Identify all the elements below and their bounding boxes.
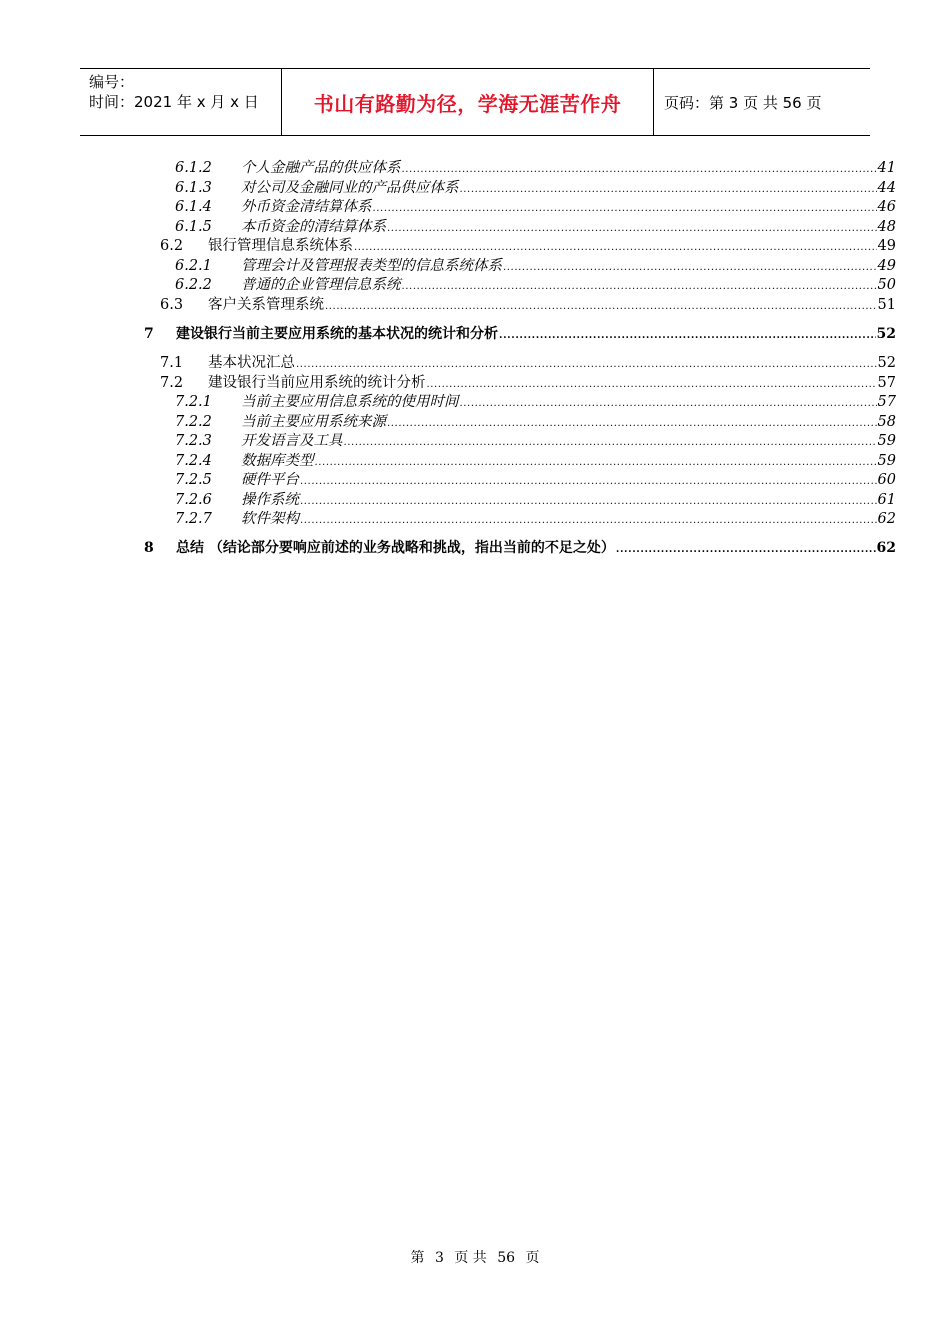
toc-entry-number: 7.2.5 xyxy=(175,472,212,488)
toc-entry-number: 7.2.1 xyxy=(175,394,212,410)
toc-dot-leader xyxy=(402,277,877,297)
toc-entry-page: 62 xyxy=(877,511,896,527)
toc-entry-number: 7.2 xyxy=(160,375,184,391)
toc-entry-page: 57 xyxy=(877,375,896,391)
toc-entry-page: 52 xyxy=(877,355,896,371)
toc-entry[interactable] xyxy=(160,373,896,393)
footer-mid: 页 共 xyxy=(454,1250,487,1266)
toc-entry-title: 本币资金的清结算体系 xyxy=(241,219,386,235)
toc-entry-title: 当前主要应用信息系统的使用时间 xyxy=(241,394,459,410)
toc-entry[interactable] xyxy=(175,217,896,237)
toc-dot-leader xyxy=(373,199,877,219)
toc-entry-number: 7.2.6 xyxy=(175,492,212,508)
toc-entry-page: 48 xyxy=(877,219,896,235)
toc-entry-title: 当前主要应用系统来源 xyxy=(241,414,386,430)
toc-entry[interactable] xyxy=(175,431,896,451)
toc-entry[interactable] xyxy=(175,392,896,412)
toc-entry-title: 对公司及金融同业的产品供应体系 xyxy=(241,180,459,196)
toc-entry-page: 60 xyxy=(877,472,896,488)
toc-entry-number: 7.2.4 xyxy=(175,453,212,469)
toc-entry[interactable] xyxy=(175,158,896,178)
footer-suffix: 页 xyxy=(525,1250,540,1266)
toc-entry[interactable] xyxy=(175,451,896,471)
toc-dot-leader xyxy=(402,160,877,180)
toc-entry[interactable] xyxy=(160,353,896,373)
toc-entry-number: 6.1.3 xyxy=(175,180,212,196)
footer-total-pages: 56 xyxy=(497,1250,516,1266)
toc-entry-title: 管理会计及管理报表类型的信息系统体系 xyxy=(241,258,502,274)
toc-entry-page: 51 xyxy=(877,297,896,313)
toc-entry-title: 总结 （结论部分要响应前述的业务战略和挑战，指出当前的不足之处） xyxy=(176,540,615,556)
toc-entry-title: 开发语言及工具 xyxy=(241,433,343,449)
toc-entry-page: 62 xyxy=(876,540,896,556)
toc-entry-page: 59 xyxy=(877,433,896,449)
toc-dot-leader xyxy=(300,511,877,531)
toc-entry-page: 46 xyxy=(877,199,896,215)
toc-entry-page: 49 xyxy=(877,258,896,274)
toc-entry-number: 7.2.3 xyxy=(175,433,212,449)
page-header xyxy=(80,68,870,136)
toc-entry-number: 7.1 xyxy=(160,355,184,371)
toc-entry-number: 6.2.2 xyxy=(175,277,212,293)
toc-entry-title: 操作系统 xyxy=(241,492,299,508)
toc-entry-title: 软件架构 xyxy=(241,511,299,527)
toc-entry-page: 50 xyxy=(877,277,896,293)
toc-entry-number: 7 xyxy=(144,326,154,342)
toc-entry-title: 银行管理信息系统体系 xyxy=(208,238,353,254)
toc-dot-leader xyxy=(325,297,877,317)
toc-dot-leader xyxy=(460,394,877,414)
toc-entry[interactable] xyxy=(175,178,896,198)
toc-entry-title: 个人金融产品的供应体系 xyxy=(241,160,401,176)
toc-dot-leader xyxy=(354,238,877,258)
toc-entry-number: 7.2.2 xyxy=(175,414,212,430)
toc-entry-page: 49 xyxy=(877,238,896,254)
toc-entry-page: 58 xyxy=(877,414,896,430)
serial-label: 编号： xyxy=(89,73,135,91)
toc-entry-number: 8 xyxy=(144,540,154,556)
toc-entry[interactable] xyxy=(144,324,896,344)
toc-entry[interactable] xyxy=(160,295,896,315)
footer-current-page: 3 xyxy=(434,1250,444,1266)
toc-entry[interactable] xyxy=(160,236,896,256)
header-page-info: 页码：第 3 页 共 56 页 xyxy=(664,93,822,112)
header-meta xyxy=(80,69,282,135)
toc-dot-leader xyxy=(344,433,877,453)
toc-entry-number: 6.1.5 xyxy=(175,219,212,235)
toc-entry-page: 57 xyxy=(877,394,896,410)
toc-entry-number: 6.2 xyxy=(160,238,184,254)
footer-prefix: 第 xyxy=(410,1250,425,1266)
toc-entry-title: 建设银行当前应用系统的统计分析 xyxy=(208,375,426,391)
toc-entry-number: 7.2.7 xyxy=(175,511,212,527)
toc-entry-number: 6.1.2 xyxy=(175,160,212,176)
toc-dot-leader xyxy=(300,472,877,492)
toc-entry[interactable] xyxy=(175,490,896,510)
toc-entry-page: 52 xyxy=(876,326,896,342)
date-line: 时间：2021 年 x 月 x 日 xyxy=(89,93,259,111)
toc-dot-leader xyxy=(296,355,877,375)
toc-entry-number: 6.2.1 xyxy=(175,258,212,274)
toc-dot-leader xyxy=(616,540,876,560)
toc-entry-page: 59 xyxy=(877,453,896,469)
toc-entry-title: 外币资金清结算体系 xyxy=(241,199,372,215)
toc-entry[interactable] xyxy=(175,470,896,490)
toc-dot-leader xyxy=(499,326,876,346)
toc-entry[interactable] xyxy=(175,412,896,432)
toc-entry-title: 基本状况汇总 xyxy=(208,355,295,371)
page-footer xyxy=(0,1247,950,1267)
toc-entry[interactable] xyxy=(175,509,896,529)
toc-entry-number: 6.3 xyxy=(160,297,184,313)
toc-entry-title: 普通的企业管理信息系统 xyxy=(241,277,401,293)
toc-entry-title: 客户关系管理系统 xyxy=(208,297,324,313)
toc-entry-page: 61 xyxy=(877,492,896,508)
toc-entry-page: 41 xyxy=(877,160,896,176)
toc-entry[interactable] xyxy=(175,197,896,217)
toc-entry-title: 硬件平台 xyxy=(241,472,299,488)
toc-entry[interactable] xyxy=(175,256,896,276)
toc-entry-number: 6.1.4 xyxy=(175,199,212,215)
header-motto: 书山有路勤为径，学海无涯苦作舟 xyxy=(282,69,654,135)
toc-entry-title: 建设银行当前主要应用系统的基本状况的统计和分析 xyxy=(176,326,498,342)
toc-entry[interactable] xyxy=(175,275,896,295)
toc-entry-title: 数据库类型 xyxy=(241,453,314,469)
toc-entry-page: 44 xyxy=(877,180,896,196)
toc-entry[interactable] xyxy=(144,538,896,558)
